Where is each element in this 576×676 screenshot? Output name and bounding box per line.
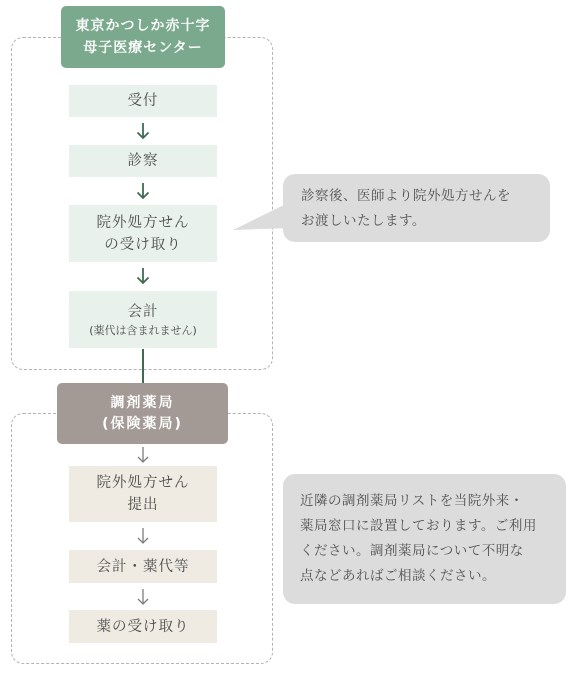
section-connector-line: [142, 349, 144, 384]
pharmacy-header: [57, 383, 228, 444]
step-reception: [69, 85, 217, 117]
hospital-note-line: お渡しいたします。: [301, 213, 426, 229]
step-prescription-receipt-line1: 院外処方せん: [96, 214, 190, 231]
step-prescription-submit-line1: 院外処方せん: [96, 475, 190, 491]
pharmacy-note-line: 近隣の調剤薬局リストを当院外来・: [300, 493, 524, 509]
step-pharmacy-payment-label: 会計・薬代等: [96, 558, 190, 575]
hospital-name-line1: 東京かつしか赤十字: [75, 18, 211, 34]
step-prescription-receipt: [69, 205, 217, 262]
speech-bubble-tail: [230, 200, 290, 235]
pharmacy-note-box: [283, 474, 566, 604]
arrow-down-icon: [135, 446, 151, 464]
arrow-down-icon: [135, 122, 151, 140]
arrow-down-icon: [135, 267, 151, 285]
step-prescription-submit: [69, 466, 217, 522]
pharmacy-name-line1: 調剤薬局: [110, 394, 175, 411]
step-payment-label: 会計: [127, 303, 159, 320]
step-consultation: [69, 145, 217, 177]
step-consultation-label: 診察: [127, 153, 159, 169]
step-payment: [69, 291, 217, 348]
pharmacy-note-line: 点などあればご相談ください。: [300, 568, 496, 584]
hospital-header: [61, 6, 225, 68]
step-prescription-submit-line2: 提出: [127, 497, 159, 513]
step-pharmacy-payment: [69, 550, 217, 583]
pharmacy-note-line: ください。調剤薬局について不明な: [300, 543, 524, 559]
pharmacy-note-line: 薬局窓口に設置しております。ご利用: [300, 518, 537, 534]
hospital-note-line: 診察後、医師より院外処方せんを: [301, 188, 511, 204]
pharmacy-name-line2: (保険薬局): [102, 415, 183, 432]
arrow-down-icon: [135, 527, 151, 545]
step-reception-label: 受付: [127, 93, 159, 109]
hospital-note-bubble: [283, 174, 550, 242]
step-medicine-receipt: [69, 610, 217, 643]
arrow-down-icon: [135, 588, 151, 606]
step-prescription-receipt-line2: の受け取り: [104, 236, 182, 253]
hospital-name-line2: 母子医療センター: [83, 40, 203, 56]
step-payment-note: (薬代は含まれません): [89, 323, 197, 337]
arrow-down-icon: [135, 182, 151, 200]
step-medicine-receipt-label: 薬の受け取り: [96, 618, 190, 635]
